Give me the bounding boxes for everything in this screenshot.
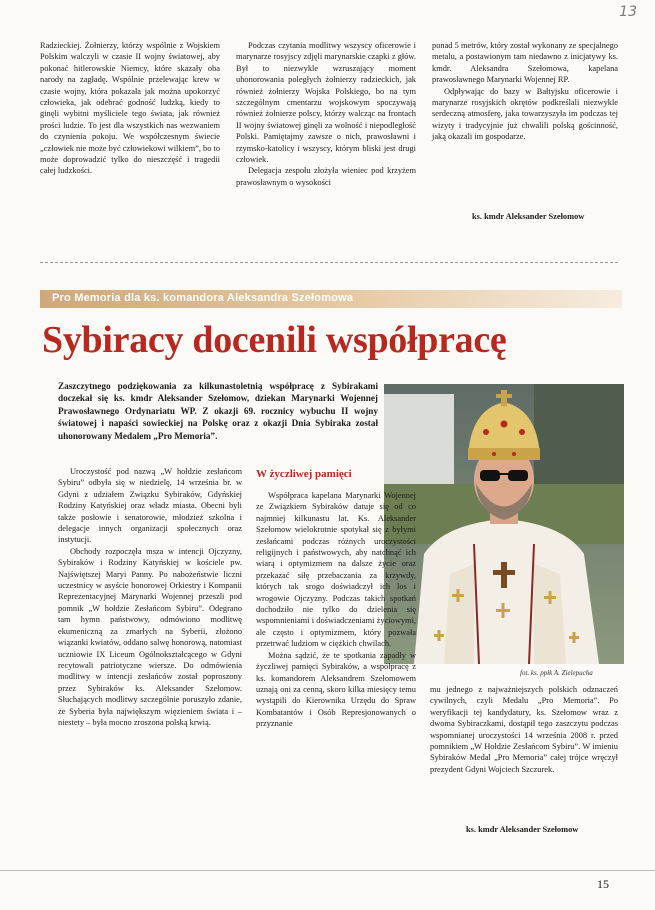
paragraph: Podczas czytania modlitwy wszyscy oficerowie i marynarze rosyjscy zdjęli marynarskie czapki z głów. Był to niezwykle wzruszający moment uhonorowania poległych żołnierzy radzieckich, jak również żołnierzy Wojska Polskiego, bo na tym szczególnym cmentarzu wojskowym spoczywają również żołnierze polscy, którzy walcząc na frontach II wojny światowej ginęli za wolność i niepodległość Polski. Pamiętajmy zawsze o nich, prawosławni i rzymsko-katolicy i wszyscy, którym bliski jest drugi człowiek. (236, 41, 416, 165)
paragraph: Współpraca kapelana Marynarki Wojennej ze Związkiem Sybiraków datuje się od co najmniej kilkunastu lat. Ks. Aleksander Szełomow wielokrotnie spotykał się z byłymi zesłańcami podczas różnych uroczystości religijnych i państwowych, aby natchnąć ich wiarą i optymizmem na dalsze życie oraz przekazać siłę przebaczania za krzywdy, których tak srogo doświadczył ich los i wrogowie Ojczyzny. Podczas takich spotkań dochodziło nie tylko do dzielenia się wspomnieniami i doświadczeniami życiowymi, ale często i optymizmem, który pozwała przetrwać ludziom w ciężkich chwilach. (256, 491, 416, 649)
section-divider (40, 262, 618, 263)
main-article-column-1 (58, 466, 242, 728)
section-band-label: Pro Memoria dla ks. komandora Aleksandra Szełomowa (52, 292, 354, 304)
paragraph: ponad 5 metrów, który został wykonany ze specjalnego metalu, a postawionym tam niedawno z inicjatywy ks. kmdr. Aleksandra Szełomowa, kapelana prawosławnego Marynarki Wojennej RP. (432, 41, 618, 85)
article-lead: Zaszczytnego podziękowania za kilkunastoletnią współpracę z Sybirakami doczekał się ks. kmdr Aleksander Szełomow, dziekan Marynarki Wojennej Prawosławnego Ordynariatu WP. Z okazji 69. rocznicy wybuchu II wojny światowej i napaści sowieckiej na Polskę oraz z okazji Dnia Sybiraka został uhonorowany Medalem „Pro Memoria”. (58, 381, 378, 441)
paragraph: Obchody rozpoczęła msza w intencji Ojczyzny, Sybiraków i Rodziny Katyńskiej w kościele pw. Najświętszej Maryi Panny. Po nabożeństwie liczni uczestnicy w asyście honorowej Orkiestry i Kompanii Reprezentacyjnej Marynarki Wojennej przeszli pod pomnik „W hołdzie Zesłańcom Sybiru”. Odegrano tam hymn państwowy, odmówiono modlitwę ekumeniczną za zmarłych na Syberii, złożono wiązanki kwiatów, oddano salwę honorową, natomiast uczniowie IX Liceum Ogólnokształcącego w Gdyni recytowali patriotyczne wiersze. Do odmówienia modlitwy w intencji zesłańców został poproszony przez Sybiraków ks. Aleksander Szełomow. Słuchających modlitwy szczególnie poruszyło zdanie, że Syberia była największym więzieniem świata i – niestety – była mocno zroszona polską krwią. (58, 546, 242, 727)
footer-rule (0, 870, 655, 871)
paragraph: Można sądzić, że te spotkania zapadły w życzliwej pamięci Sybiraków, a współpracę z ks. komandorem Aleksandrem Szełomowem uznają oni za cenną, skoro kilka miesięcy temu wystąpili do Kierownika Urzędu do Spraw Kombatantów i Osób Represjonowanych o przyznanie (256, 650, 416, 729)
top-article-signature: ks. kmdr Aleksander Szełomow (472, 212, 585, 221)
main-article-signature: ks. kmdr Aleksander Szełomow (466, 825, 579, 834)
photo-priest (384, 384, 624, 664)
top-article-column-3 (432, 40, 618, 143)
paragraph: Odpływając do bazy w Bałtyjsku oficerowie i marynarze rosyjskich okrętów podkreślali niezwykle serdeczną atmosferę, jaka towarzyszyła im podczas tej wizyty i tradycyjnie już chwalili polską gościnność, jaką okazali im gospodarze. (432, 86, 618, 142)
photo-caption: fot. ks. ppłk A. Zielepucha (520, 669, 593, 677)
top-article-column-1 (40, 40, 220, 177)
handwritten-page-number: 13 (619, 4, 637, 20)
top-article-column-2 (236, 40, 416, 188)
section-band (40, 290, 622, 308)
paragraph: mu jednego z najważniejszych polskich odznaczeń cywilnych, czyli Medalu „Pro Memoria”. Po weryfikacji tej kandydatury, ks. Szełomow wraz z dwoma Sybiraczkami, dostąpił tego zaszczytu podczas wspomnianej uroczystości 14 września 2008 r. przed pomnikiem „W Hołdzie Zesłańcom Sybiru”. W imieniu Sybiraków Medal „Pro Memoria” całej trójce wręczył prezydent Gdyni Wojciech Szczurek. (430, 685, 618, 774)
article-subhead: W życzliwej pamięci (256, 468, 352, 480)
paragraph: Delegacja zespołu złożyła wieniec pod krzyżem prawosławnym o wysokości (236, 166, 416, 187)
main-article-column-2 (256, 490, 416, 730)
page-number: 15 (597, 877, 609, 891)
paragraph: Uroczystość pod nazwą „W hołdzie zesłańcom Sybiru” odbyła się w niedzielę, 14 września br. w Gdyni z udziałem Związku Sybiraków, Gdyńskiej Rodziny Katyńskiej oraz władz miasta. Obecni byli także posłowie i senatorowie, młodzież szkolna i delegacje innych organizacji społecznych oraz instytucji. (58, 467, 242, 545)
article-headline: Sybiracy docenili współpracę (42, 319, 507, 361)
photo-illustration (384, 384, 624, 664)
paragraph: Radzieckiej. Żołnierzy, którzy wspólnie z Wojskiem Polskim walczyli w czasie II wojny światowej, aby pokonać hitlerowskie Niemcy, które skazały oba narody na zagładę. Wspólnie przelewając krew w czasie wojny, która pokazała jak można upokorzyć człowieka, jak odebrać godność ludzką, kiedy to ginęli wybitni myśliciele tego świata, jak również prości ludzie. To jest dla wszystkich nas wezwaniem do czynienia pokoju. We współczesnym świecie „człowiek nie może być człowiekowi wilkiem”, bo to może doprowadzić tylko do nieszczęść i tragedii całej ludzkości. (40, 41, 221, 176)
main-article-column-3 (430, 684, 618, 775)
